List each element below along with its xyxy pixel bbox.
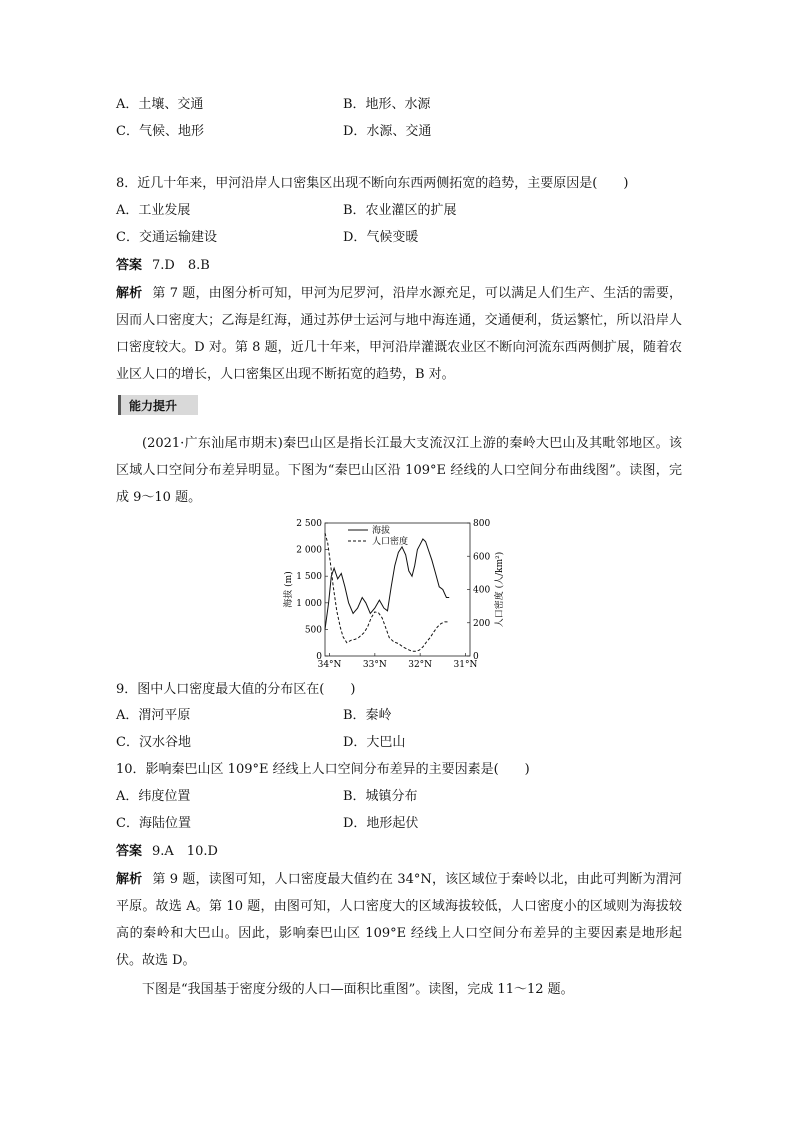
answer-2 [116, 842, 218, 862]
q8-stem: 8．近几十年来，甲河沿岸人口密集区出现不断向东西两侧拓宽的趋势，主要原因是( ) [116, 176, 629, 191]
legend-label: 人口密度 [372, 537, 409, 547]
section-marker [118, 395, 121, 415]
left-tick-label: 1 000 [296, 598, 322, 609]
q10-stem: 10．影响秦巴山区 109°E 经线上人口空间分布差异的主要因素是( ) [116, 762, 530, 777]
right-tick-label: 600 [473, 552, 491, 563]
analysis-text: 第 7 题，由图分析可知，甲河为尼罗河，沿岸水源充足，可以满足人们生产、生活的需要，因而人口密度大；乙海是红海，通过苏伊士运河与地中海连通，交通便利，货运繁忙，所以沿岸人口密度较大。D 对。第 8 题，近几十年来，甲河沿岸灌溉农业区不断向河流东西两侧扩展，随着农业区人口的增长，人口密集区出现不断拓宽的趋势，B 对。 [116, 286, 682, 382]
left-tick-label: 2 500 [296, 519, 322, 529]
right-axis-title: 人口密度 (人/km²) [495, 551, 505, 628]
left-tick-label: 1 500 [296, 572, 322, 583]
q10-option-a: A．纬度位置 [116, 789, 191, 804]
section-header [118, 395, 198, 415]
q10-option-b: B．城镇分布 [343, 789, 418, 804]
q7-option-b: B．地形、水源 [343, 97, 431, 112]
right-tick-label: 400 [473, 585, 491, 596]
q8-option-a: A．工业发展 [116, 203, 191, 218]
population-density-line [325, 533, 448, 651]
elevation-line [325, 539, 449, 629]
q7-option-a: A．土壤、交通 [116, 97, 204, 112]
left-tick-label: 500 [304, 625, 322, 636]
q9-stem: 9．图中人口密度最大值的分布区在( ) [116, 682, 356, 697]
q9-option-d: D．大巴山 [343, 735, 406, 750]
q8-option-b: B．农业灌区的扩展 [343, 203, 457, 218]
answer-label: 答案 [116, 258, 143, 273]
x-tick-label: 34°N [317, 660, 342, 670]
right-tick-label: 0 [473, 652, 479, 662]
analysis-text: 第 9 题，读图可知，人口密度最大值约在 34°N，该区域位于秦岭以北，由此可判断为渭河平原。故选 A。第 10 题，由图可知，人口密度大的区域海拔较低，人口密度小的区域则为海拔较高的秦岭和大巴山。因此，影响秦巴山区 109°E 经线上人口空间分布差异的主要因素是地形起伏。故选 D。 [116, 872, 682, 968]
answer-text: 7.D 8.B [152, 258, 210, 273]
q7-option-d: D．水源、交通 [343, 124, 432, 139]
closing-line: 下图是“我国基于密度分级的人口—面积比重图”。读图，完成 11～12 题。 [142, 982, 574, 997]
x-tick-label: 31°N [453, 660, 478, 670]
answer-1 [116, 256, 210, 276]
left-tick-label: 2 000 [296, 545, 322, 556]
analysis-label: 解析 [116, 286, 143, 301]
left-tick-label: 0 [316, 652, 322, 662]
q8-option-c: C．交通运输建设 [116, 230, 217, 245]
q7-option-c: C．气候、地形 [116, 124, 204, 139]
legend-label: 海拔 [372, 526, 391, 536]
population-elevation-chart [280, 515, 510, 675]
q8-option-d: D．气候变暖 [343, 230, 419, 245]
answer-label: 答案 [116, 844, 143, 859]
intro-paragraph: (2021·广东汕尾市期末)秦巴山区是指长江最大支流汉江上游的秦岭大巴山及其毗邻地区。该区域人口空间分布差异明显。下图为“秦巴山区沿 109°E 经线的人口空间分布曲线图”。读图，完成 9～10 题。 [116, 436, 682, 505]
right-tick-label: 200 [473, 618, 491, 629]
analysis-label: 解析 [116, 872, 143, 887]
x-tick-label: 32°N [408, 660, 433, 670]
q9-option-b: B．秦岭 [343, 708, 392, 723]
left-axis-title: 海拔 (m) [284, 571, 294, 608]
section-title: 能力提升 [129, 398, 178, 413]
q10-option-c: C．海陆位置 [116, 816, 191, 831]
q9-option-a: A．渭河平原 [116, 708, 191, 723]
right-tick-label: 800 [473, 519, 491, 529]
answer-text: 9.A 10.D [152, 844, 218, 859]
q9-option-c: C．汉水谷地 [116, 735, 191, 750]
analysis-1 [116, 280, 682, 388]
q10-option-d: D．地形起伏 [343, 816, 419, 831]
x-tick-label: 33°N [362, 660, 387, 670]
analysis-2 [116, 866, 682, 974]
